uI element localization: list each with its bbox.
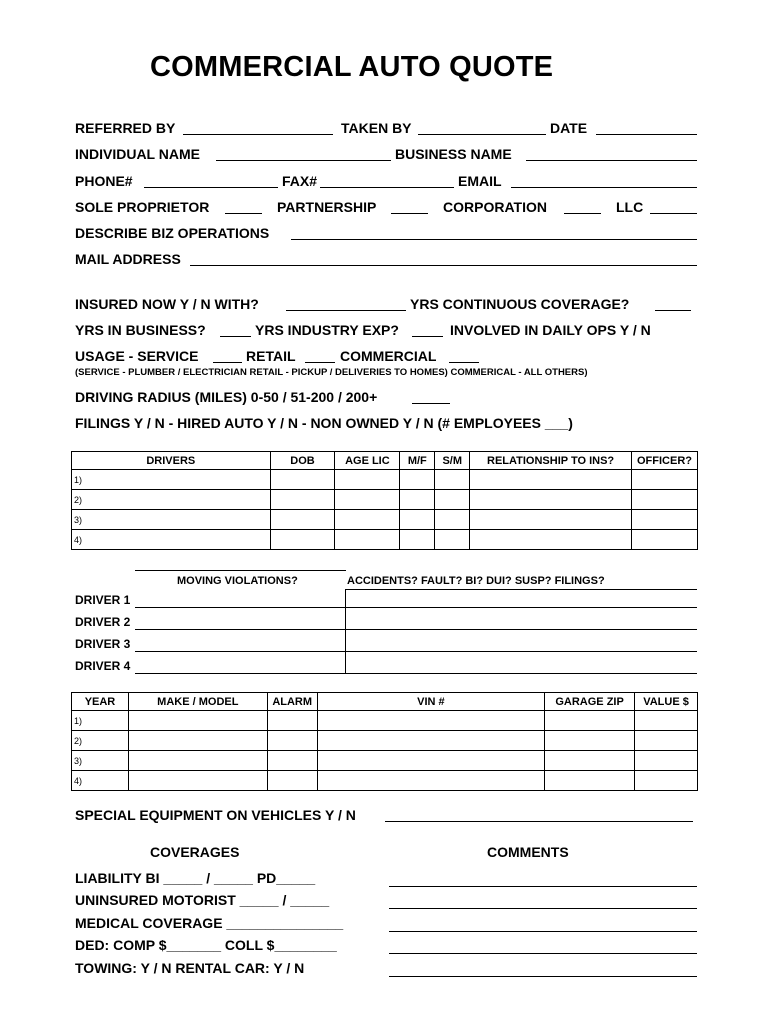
sole-proprietor-field[interactable] xyxy=(225,213,262,214)
row-number: 3) xyxy=(72,751,129,771)
table-row[interactable] xyxy=(72,711,698,731)
taken-by-field[interactable] xyxy=(418,134,546,135)
filings-label: FILINGS Y / N - HIRED AUTO Y / N - NON OWNED Y / N (# EMPLOYEES ___) xyxy=(75,415,573,431)
driver-2-violations-field[interactable] xyxy=(135,629,346,630)
date-field[interactable] xyxy=(596,134,697,135)
vehicles-header-row xyxy=(72,693,698,711)
email-label: EMAIL xyxy=(458,173,502,189)
driver-1-accidents-field[interactable] xyxy=(346,607,697,608)
partnership-field[interactable] xyxy=(391,213,428,214)
business-name-label: BUSINESS NAME xyxy=(395,146,512,162)
phone-field[interactable] xyxy=(144,187,278,188)
row-number: 2) xyxy=(72,490,271,510)
comments-line-3[interactable] xyxy=(389,931,697,932)
referred-by-label: REFERRED BY xyxy=(75,120,176,136)
violations-divider xyxy=(345,589,346,673)
col-vin: VIN # xyxy=(317,693,544,711)
driver-3-label: DRIVER 3 xyxy=(75,637,131,651)
driver-2-label: DRIVER 2 xyxy=(75,615,131,629)
referred-by-field[interactable] xyxy=(183,134,333,135)
comments-line-2[interactable] xyxy=(389,908,697,909)
table-row[interactable] xyxy=(72,490,698,510)
drivers-header-row xyxy=(72,452,698,470)
page-title: COMMERCIAL AUTO QUOTE xyxy=(150,51,554,83)
fax-label: FAX# xyxy=(282,173,318,189)
yrs-continuous-label: YRS CONTINUOUS COVERAGE? xyxy=(410,296,630,312)
col-officer: OFFICER? xyxy=(631,452,697,470)
row-number: 3) xyxy=(72,510,271,530)
driver-3-accidents-field[interactable] xyxy=(346,651,697,652)
comments-line-5[interactable] xyxy=(389,976,697,977)
table-row[interactable] xyxy=(72,731,698,751)
insured-now-label: INSURED NOW Y / N WITH? xyxy=(75,296,259,312)
towing-rental-line: TOWING: Y / N RENTAL CAR: Y / N xyxy=(75,960,305,976)
uninsured-motorist-line[interactable]: UNINSURED MOTORIST _____ / _____ xyxy=(75,892,330,908)
liability-line[interactable]: LIABILITY BI _____ / _____ PD_____ xyxy=(75,870,316,886)
comments-line-1[interactable] xyxy=(389,886,697,887)
phone-label: PHONE# xyxy=(75,173,133,189)
col-mf: M/F xyxy=(400,452,435,470)
table-row[interactable] xyxy=(72,771,698,791)
row-number: 4) xyxy=(72,530,271,550)
table-row[interactable] xyxy=(72,751,698,771)
col-sm: S/M xyxy=(435,452,470,470)
fax-field[interactable] xyxy=(320,187,454,188)
yrs-continuous-field[interactable] xyxy=(655,310,691,311)
vehicles-table xyxy=(71,692,698,791)
usage-commercial-field[interactable] xyxy=(449,362,479,363)
special-equipment-label: SPECIAL EQUIPMENT ON VEHICLES Y / N xyxy=(75,807,356,823)
taken-by-label: TAKEN BY xyxy=(341,120,412,136)
table-row[interactable] xyxy=(72,470,698,490)
usage-service-field[interactable] xyxy=(213,362,242,363)
business-name-field[interactable] xyxy=(526,160,697,161)
usage-note: (SERVICE - PLUMBER / ELECTRICIAN RETAIL - PICKUP / DELIVERIES TO HOMES) COMMERICAL - ALL OTHERS) xyxy=(75,367,588,378)
yrs-in-business-label: YRS IN BUSINESS? xyxy=(75,322,206,338)
row-number: 2) xyxy=(72,731,129,751)
usage-retail-label: RETAIL xyxy=(246,348,296,364)
individual-name-label: INDIVIDUAL NAME xyxy=(75,146,200,162)
col-relationship: RELATIONSHIP TO INS? xyxy=(470,452,632,470)
driving-radius-label: DRIVING RADIUS (MILES) 0-50 / 51-200 / 200+ xyxy=(75,389,378,405)
yrs-in-business-field[interactable] xyxy=(220,336,251,337)
mail-address-field[interactable] xyxy=(190,265,697,266)
medical-coverage-line[interactable]: MEDICAL COVERAGE _______________ xyxy=(75,915,344,931)
sole-proprietor-label: SOLE PROPRIETOR xyxy=(75,199,210,215)
individual-name-field[interactable] xyxy=(216,160,391,161)
usage-retail-field[interactable] xyxy=(305,362,335,363)
describe-biz-label: DESCRIBE BIZ OPERATIONS xyxy=(75,225,270,241)
driver-2-accidents-field[interactable] xyxy=(346,629,697,630)
llc-label: LLC xyxy=(616,199,644,215)
llc-field[interactable] xyxy=(650,213,697,214)
special-equipment-field[interactable] xyxy=(385,821,693,822)
violations-header-line xyxy=(346,589,697,590)
email-field[interactable] xyxy=(511,187,697,188)
corporation-field[interactable] xyxy=(564,213,601,214)
comments-line-4[interactable] xyxy=(389,953,697,954)
moving-violations-heading: MOVING VIOLATIONS? xyxy=(177,575,298,587)
corporation-label: CORPORATION xyxy=(443,199,547,215)
mail-address-label: MAIL ADDRESS xyxy=(75,251,181,267)
row-number: 4) xyxy=(72,771,129,791)
col-age-lic: AGE LIC xyxy=(335,452,400,470)
col-garage-zip: GARAGE ZIP xyxy=(545,693,635,711)
driver-1-violations-field[interactable] xyxy=(135,607,346,608)
date-label: DATE xyxy=(550,120,588,136)
driver-1-label: DRIVER 1 xyxy=(75,593,131,607)
row-number: 1) xyxy=(72,711,129,731)
col-drivers: DRIVERS xyxy=(72,452,271,470)
insured-with-field[interactable] xyxy=(286,310,406,311)
partnership-label: PARTNERSHIP xyxy=(277,199,377,215)
table-row[interactable] xyxy=(72,530,698,550)
driver-3-violations-field[interactable] xyxy=(135,651,346,652)
driver-4-violations-field[interactable] xyxy=(135,673,346,674)
accidents-heading: ACCIDENTS? FAULT? BI? DUI? SUSP? FILINGS? xyxy=(347,575,605,587)
involved-daily-label: INVOLVED IN DAILY OPS Y / N xyxy=(450,322,651,338)
col-dob: DOB xyxy=(270,452,335,470)
col-value: VALUE $ xyxy=(635,693,698,711)
coverages-heading: COVERAGES xyxy=(150,844,240,860)
driver-4-accidents-field[interactable] xyxy=(346,673,697,674)
driving-radius-field[interactable] xyxy=(412,403,450,404)
row-number: 1) xyxy=(72,470,271,490)
usage-commercial-label: COMMERCIAL xyxy=(340,348,437,364)
col-alarm: ALARM xyxy=(267,693,317,711)
drivers-table xyxy=(71,451,698,550)
violations-top-line xyxy=(135,570,346,571)
col-year: YEAR xyxy=(72,693,129,711)
yrs-industry-label: YRS INDUSTRY EXP? xyxy=(255,322,399,338)
col-make-model: MAKE / MODEL xyxy=(128,693,267,711)
driver-4-label: DRIVER 4 xyxy=(75,659,131,673)
yrs-industry-field[interactable] xyxy=(412,336,443,337)
comments-heading: COMMENTS xyxy=(487,844,569,860)
usage-service-label: USAGE - SERVICE xyxy=(75,348,199,364)
table-row[interactable] xyxy=(72,510,698,530)
deductible-line[interactable]: DED: COMP $_______ COLL $________ xyxy=(75,937,337,953)
describe-biz-field[interactable] xyxy=(291,239,697,240)
